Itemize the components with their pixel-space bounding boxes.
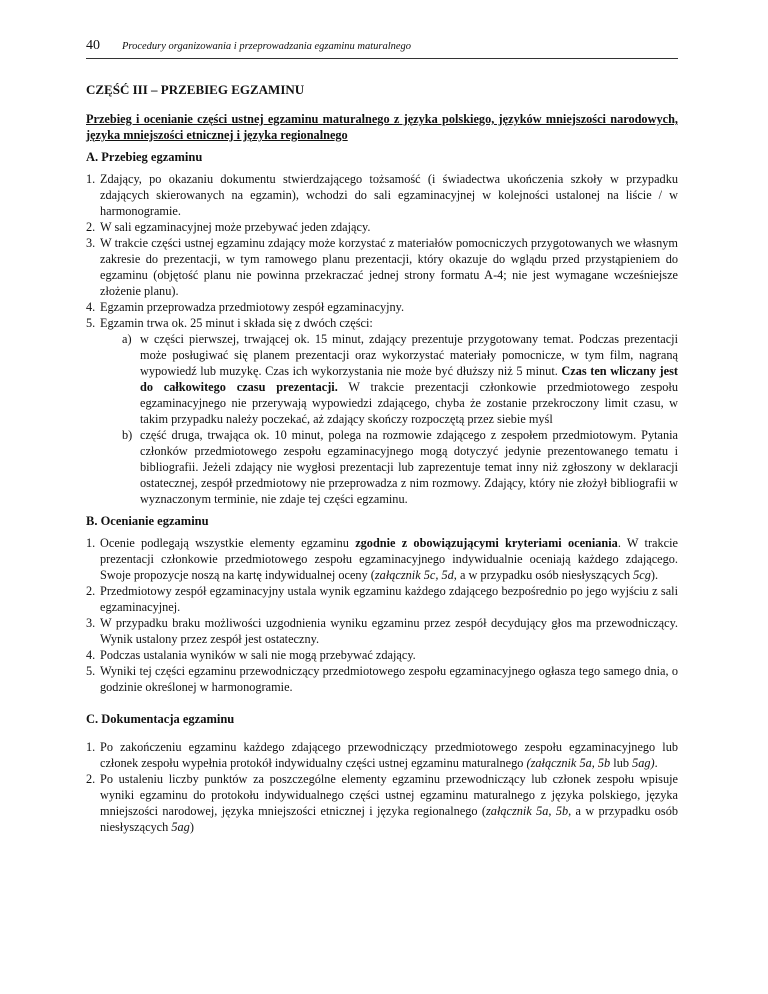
- item-text: W przypadku braku możliwości uzgodnienia wyniku egzaminu przez zespół decydujący głos ma przewodniczący. Wynik ustalony przez zespół jest ostateczny.: [100, 616, 678, 646]
- item-italic-text: załącznik 5a, 5b: [486, 804, 569, 818]
- subitem-text: W trakcie prezentacji członkowie przedmiotowego zespołu egzaminacyjnego nie przerywają wypowiedzi zdającego, chyba że zostanie przekroczony limit czasu, w takim przypadku należy poczekać, aż zdający skończy rozpoczętą przez siebie myśl: [140, 380, 678, 426]
- item-text: , a w przypadku osób niesłyszących: [453, 568, 631, 582]
- subitem-text: część druga, trwająca ok. 10 minut, polega na rozmowie zdającego z zespołem przedmiotowym. Pytania członków przedmiotowego zespołu egzaminacyjnego mogą dotyczyć jedynie prezentowanego tematu i bibliografii. Jeżeli zdający nie wygłosi prezentacji lub zaprezentuje temat inny niż zgłoszony w deklaracji ostatecznej, zespół przedmiotowy nie przeprowadza z nim rozmowy. Zdający, który nie złożył bibliografii w wyznaczonym terminie, nie zdaje tej części egzaminu.: [140, 428, 678, 506]
- item-text: . W trakcie prezentacji członkowie przedmiotowego zespołu egzaminacyjnego indywidualnie oceniają każdego zdającego. Swoje propozycje noszą na kartę indywidualnej oceny (: [100, 536, 678, 582]
- subitem-letter: a): [122, 332, 132, 346]
- sublist-item-b: [100, 427, 678, 507]
- section-b-list: [86, 535, 678, 695]
- list-item: [86, 663, 678, 695]
- subtitle: Przebieg i ocenianie części ustnej egzaminu maturalnego z języka polskiego, języków mniejszości narodowych, języka mniejszości etnicznej i języka regionalnego: [86, 112, 678, 142]
- item-italic-text: 5ag): [632, 756, 655, 770]
- list-item: [86, 739, 678, 771]
- item-italic-text: 5cg: [633, 568, 651, 582]
- item-text: W trakcie części ustnej egzaminu zdający może korzystać z materiałów pomocniczych przygotowanych we własnym zakresie do prezentacji, w tym ramowego planu prezentacji, który okazuje do wglądu przed przystąpieniem do egzaminu (objętość planu nie powinna przekraczać jednej strony formatu A-4; nie jest wymagane wcześniejsze złożenie planu).: [100, 236, 678, 298]
- subitem-bold-text: Czas ten wliczany jest do całkowitego czasu prezentacji.: [140, 364, 678, 394]
- section-a-heading: A. Przebieg egzaminu: [86, 150, 203, 164]
- subitem-text: w części pierwszej, trwającej ok. 15 minut, zdający prezentuje przygotowany temat. Podczas prezentacji może posługiwać się planem prezentacji oraz wykorzystać materiały pomocnicze, w tym film, nagraną wypowiedź lub muzykę. Czas ich wykorzystania nie może być dłuższy niż 5 minut.: [140, 332, 678, 378]
- item-text: Po ustaleniu liczby punktów za poszczególne elementy egzaminu przewodniczący lub członek zespołu wpisuje wyniki egzaminu do protokołu indywidualnego części ustnej egzaminu maturalnego z języka polskiego, języka mniejszości narodowej, języka mniejszości etnicznej i języka regionalnego (: [100, 772, 678, 818]
- section-c-heading: C. Dokumentacja egzaminu: [86, 712, 235, 726]
- list-item: [86, 315, 678, 507]
- item-text: lub: [613, 756, 629, 770]
- item-number: 5.: [86, 664, 96, 678]
- page-content: [86, 82, 678, 841]
- item-text: Po zakończeniu egzaminu każdego zdającego przewodniczący przedmiotowego zespołu egzaminacyjnego lub członek zespołu wypełnia protokół indywidualny części ustnej egzaminu maturalnego: [100, 740, 678, 770]
- item-number: 1.: [86, 536, 96, 550]
- item-text: Egzamin przeprowadza przedmiotowy zespół egzaminacyjny.: [100, 300, 405, 314]
- item-text: Zdający, po okazaniu dokumentu stwierdzającego tożsamość (i świadectwa ukończenia szkoły w przypadku zdających skierowanych na egzamin), wchodzi do sali egzaminacyjnej w kolejności ustalonej na liście / w harmonogramie.: [100, 172, 678, 218]
- item-text: , a w przypadku osób niesłyszących: [100, 804, 678, 834]
- item-text: Egzamin trwa ok. 25 minut i składa się z dwóch części:: [100, 316, 373, 330]
- item-text: Wyniki tej części egzaminu przewodniczący przedmiotowego zespołu egzaminacyjnego ogłasza tego samego dnia, o godzinie określonej w harmonogramie.: [100, 664, 678, 694]
- item-number: 4.: [86, 648, 96, 662]
- running-title: Procedury organizowania i przeprowadzania egzaminu maturalnego: [122, 41, 412, 52]
- item-number: 3.: [86, 616, 96, 630]
- list-item: [86, 535, 678, 583]
- page-header: [86, 36, 678, 59]
- list-item: [86, 647, 678, 663]
- item-text: ): [189, 820, 194, 834]
- page-number: 40: [86, 38, 100, 53]
- item-text: .: [654, 756, 658, 770]
- sublist-item-a: [100, 331, 678, 427]
- list-item: [86, 615, 678, 647]
- item-italic-text: 5ag: [171, 820, 190, 834]
- section-a-sublist: [100, 331, 678, 507]
- item-bold-text: zgodnie z obowiązującymi kryteriami oceniania: [355, 536, 618, 550]
- list-item: [86, 171, 678, 219]
- item-text: Podczas ustalania wyników w sali nie mogą przebywać zdający.: [100, 648, 416, 662]
- item-text: Przedmiotowy zespół egzaminacyjny ustala wynik egzaminu każdego zdającego bezpośrednio po jego wyjściu z sali egzaminacyjnej.: [100, 584, 678, 614]
- item-number: 4.: [86, 300, 96, 314]
- subitem-letter: b): [122, 428, 133, 442]
- section-b-heading: B. Ocenianie egzaminu: [86, 514, 209, 528]
- item-text: Ocenie podlegają wszystkie elementy egzaminu: [100, 536, 349, 550]
- item-number: 1.: [86, 740, 96, 754]
- item-number: 3.: [86, 236, 96, 250]
- part-title: CZĘŚĆ III – PRZEBIEG EGZAMINU: [86, 82, 305, 97]
- list-item: [86, 219, 678, 235]
- list-item: [86, 771, 678, 835]
- section-a-list: [86, 171, 678, 507]
- list-item: [86, 299, 678, 315]
- list-item: [86, 235, 678, 299]
- item-number: 2.: [86, 772, 96, 786]
- item-number: 2.: [86, 584, 96, 598]
- item-number: 5.: [86, 316, 96, 330]
- item-italic-text: załącznik 5c, 5d: [374, 568, 454, 582]
- section-c-list: [86, 739, 678, 835]
- item-number: 1.: [86, 172, 96, 186]
- item-italic-text: (załącznik 5a, 5b: [526, 756, 611, 770]
- item-text: ).: [650, 568, 659, 582]
- item-number: 2.: [86, 220, 96, 234]
- list-item: [86, 583, 678, 615]
- item-text: W sali egzaminacyjnej może przebywać jeden zdający.: [100, 220, 371, 234]
